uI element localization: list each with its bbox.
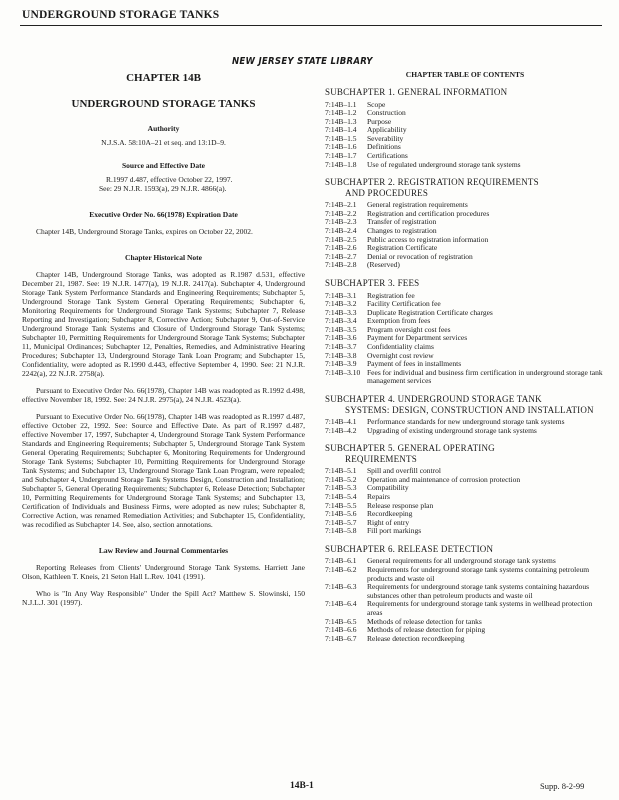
- toc-section-title: Severability: [367, 133, 404, 143]
- toc-entry: [325, 566, 605, 583]
- toc-section-number: 7:14B–2.4: [325, 226, 357, 236]
- toc-section-title: Recordkeeping: [367, 509, 413, 519]
- toc-section-number: 7:14B–1.6: [325, 142, 357, 152]
- subchapter-title-text: SUBCHAPTER 1. GENERAL INFORMATION: [325, 87, 508, 97]
- toc-section-number: 7:14B–2.5: [325, 234, 357, 244]
- header-rule: [20, 25, 602, 26]
- library-stamp: NEW JERSEY STATE LIBRARY: [232, 56, 373, 67]
- toc-entry: [325, 369, 605, 386]
- toc-section-title: General registration requirements: [367, 200, 468, 210]
- toc-section-title: Purpose: [367, 116, 392, 126]
- subchapter-title-text: SUBCHAPTER 4. UNDERGROUND STORAGE TANK: [325, 394, 542, 405]
- toc-section-title: Requirements for underground storage tank systems in wellhead protection areas: [367, 599, 593, 618]
- toc-section-number: 7:14B–6.4: [325, 599, 357, 609]
- exec-order-heading: Executive Order No. 66(1978) Expiration Date: [89, 210, 238, 219]
- toc-section-number: 7:14B–3.5: [325, 324, 357, 334]
- toc-section-number: 7:14B–2.8: [325, 260, 357, 270]
- toc-section-title: (Reserved): [367, 260, 400, 270]
- toc-entry: [325, 261, 605, 270]
- history-heading: Chapter Historical Note: [125, 253, 202, 262]
- toc-section-number: 7:14B–6.7: [325, 633, 357, 643]
- subchapter-title-continuation: SYSTEMS: DESIGN, CONSTRUCTION AND INSTALLATION: [345, 404, 594, 415]
- toc-section-number: 7:14B–3.1: [325, 290, 357, 300]
- history-paragraph-2: Pursuant to Executive Order No. 66(1978), Chapter 14B was readopted as R.1992 d.498, effective November 18, 1992. See: 24 N.J.R. 2975(a), 24 N.J.R. 4523(a).: [22, 386, 305, 404]
- toc-section-title: General requirements for all underground storage tank systems: [367, 556, 556, 566]
- toc-section-title: Exemption from fees: [367, 316, 431, 326]
- toc-section-number: 7:14B–5.4: [325, 492, 357, 501]
- toc-section-title: Overnight cost review: [367, 350, 434, 360]
- toc-section-number: 7:14B–5.6: [325, 509, 357, 519]
- toc-section-title: Performance standards for new underground storage tank systems: [367, 417, 565, 427]
- source-line-1: R.1997 d.487, effective October 22, 1997.: [106, 175, 233, 184]
- subchapter-title: [325, 394, 605, 415]
- toc-section-title: Fees for individual and business firm certification in underground storage tank management services: [367, 367, 603, 386]
- toc-section-number: 7:14B–3.10: [325, 367, 361, 377]
- toc-section-title: Applicability: [367, 125, 407, 135]
- toc-section-title: Methods of release detection for tanks: [367, 616, 482, 626]
- subchapter-title-continuation: REQUIREMENTS: [345, 453, 417, 464]
- table-of-contents: [325, 70, 605, 643]
- toc-section-title: Public access to registration information: [367, 234, 489, 244]
- toc-section-title: Transfer of registration: [367, 217, 437, 227]
- toc-entry: [325, 527, 605, 536]
- toc-section-title: Denial or revocation of registration: [367, 251, 473, 261]
- subchapter-title: [325, 278, 605, 289]
- toc-section-title: Certifications: [367, 151, 408, 161]
- toc-section-title: Payment for Department services: [367, 333, 468, 343]
- toc-section-number: 7:14B–6.1: [325, 556, 357, 566]
- toc-section-title: Registration and certification procedures: [367, 208, 490, 218]
- toc-section-number: 7:14B–1.1: [325, 99, 357, 109]
- toc-section-number: 7:14B–5.7: [325, 517, 357, 527]
- law-review-paragraph-2: Who is "In Any Way Responsible" Under the Spill Act? Matthew S. Slowinski, 150 N.J.L.J. 301 (1997).: [22, 589, 305, 607]
- toc-section-number: 7:14B–5.1: [325, 466, 357, 476]
- toc-section-list: [325, 557, 605, 643]
- subchapter-title-text: SUBCHAPTER 5. GENERAL OPERATING: [325, 443, 495, 454]
- authority-heading: Authority: [147, 124, 180, 133]
- toc-body: [325, 87, 605, 643]
- toc-section-number: 7:14B–1.5: [325, 133, 357, 143]
- toc-section-title: Construction: [367, 108, 406, 118]
- subchapter-title-text: SUBCHAPTER 6. RELEASE DETECTION: [325, 543, 494, 554]
- subchapter-title: [325, 443, 605, 464]
- toc-section-title: Upgrading of existing underground storage tank systems: [367, 425, 537, 435]
- toc-entry: [325, 600, 605, 617]
- toc-section-title: Facility Certification fee: [367, 299, 441, 309]
- toc-section-title: Registration Certificate: [367, 243, 438, 253]
- law-review-paragraph-1: Reporting Releases from Clients' Underground Storage Tank Systems. Harriett Jane Olson, Kathleen T. Kneis, 21 Seton Hall L.Rev. 1041 (1991).: [22, 563, 305, 581]
- toc-section-list: [325, 201, 605, 270]
- toc-section-number: 7:14B–5.8: [325, 526, 357, 536]
- toc-section-list: [325, 467, 605, 536]
- toc-section-title: Requirements for underground storage tank systems containing hazardous substances other than petroleum products and waste oil: [367, 582, 590, 600]
- toc-section-number: 7:14B–6.6: [325, 625, 357, 635]
- toc-section-number: 7:14B–1.3: [325, 116, 357, 126]
- toc-section-title: Payment of fees in installments: [367, 359, 462, 369]
- toc-entry: [325, 635, 605, 644]
- chapter-number: CHAPTER 14B: [126, 72, 201, 84]
- subchapter-title: [325, 177, 605, 198]
- toc-section-title: Scope: [367, 99, 386, 109]
- history-paragraph-1: Chapter 14B, Underground Storage Tanks, was adopted as R.1987 d.531, effective December 21, 1987. See: 19 N.J.R. 1477(a), 19 N.J.R. 2417(a). Subchapter 4, Underground Storage Tank System Performance Standards and Engineering Requirements; Subchapter 5, Underground Storage Tank System General Operating Requirements; Subchapter 6, Monitoring Requirements for Underground Storage Tank Systems; Subchapter 7, Release Reporting and Investigation; Subchapter 8, Corrective Action; Subchapter 9, Out-of-Service Underground Storage Tank Systems and Closure of Underground Storage Tank Systems; Subchapter 10, Permitting Requirements for Underground Storage Tank Systems; Subchapter 11, Municipal Ordinances; Subchapter 12, Penalties, Remedies, and Administrative Hearing Procedures; Subchapter 13, Underground Storage Tank Loan Program; and Subchapter 15, Confidentiality, were adopted as R.1990 d.443, effective September 4, 1990. See: 21 N.J.R. 2242(a), 22 N.J.R. 2758(a).: [22, 270, 305, 378]
- toc-section-number: 7:14B–1.8: [325, 159, 357, 169]
- toc-section-title: Release detection recordkeeping: [367, 633, 465, 643]
- toc-section-number: 7:14B–2.6: [325, 243, 357, 253]
- toc-section-number: 7:14B–6.3: [325, 582, 357, 592]
- toc-section-title: Compatibility: [367, 483, 409, 493]
- toc-section-title: Right of entry: [367, 517, 410, 527]
- source-line-2: See: 29 N.J.R. 1593(a), 29 N.J.R. 4866(a).: [99, 184, 227, 193]
- toc-section-number: 7:14B–2.3: [325, 217, 357, 227]
- subchapter-title-text: SUBCHAPTER 3. FEES: [325, 278, 420, 288]
- toc-entry: [325, 427, 605, 436]
- toc-section-title: Definitions: [367, 142, 401, 152]
- toc-section-title: Program oversight cost fees: [367, 324, 451, 334]
- toc-section-title: Requirements for underground storage tank systems containing petroleum products and waste oil: [367, 565, 590, 583]
- toc-entry: [325, 583, 605, 600]
- toc-section-number: 7:14B–3.2: [325, 299, 357, 309]
- authority-text: N.J.S.A. 58:10A–21 et seq. and 13:1D–9.: [101, 138, 226, 147]
- toc-section-title: Repairs: [367, 492, 390, 501]
- supplement-date: Supp. 8-2-99: [540, 781, 585, 791]
- toc-section-number: 7:14B–2.2: [325, 208, 357, 218]
- toc-section-number: 7:14B–2.7: [325, 251, 357, 261]
- toc-section-list: [325, 418, 605, 435]
- toc-title: CHAPTER TABLE OF CONTENTS: [405, 70, 525, 79]
- toc-section-number: 7:14B–1.7: [325, 151, 357, 161]
- running-head: UNDERGROUND STORAGE TANKS: [22, 9, 220, 21]
- left-column: [22, 60, 305, 607]
- toc-section-title: Release response plan: [367, 500, 434, 510]
- subchapter-title: [325, 544, 605, 555]
- toc-section-title: Duplicate Registration Certificate charges: [367, 307, 493, 317]
- toc-section-number: 7:14B–1.4: [325, 125, 357, 135]
- exec-order-text: Chapter 14B, Underground Storage Tanks, expires on October 22, 2002.: [36, 227, 253, 236]
- toc-section-number: 7:14B–5.2: [325, 474, 357, 484]
- toc-section-number: 7:14B–3.7: [325, 342, 357, 352]
- toc-section-title: Confidentiality claims: [367, 342, 434, 352]
- source-heading: Source and Effective Date: [122, 161, 205, 170]
- toc-section-number: 7:14B–2.1: [325, 200, 357, 210]
- subchapter-title-continuation: AND PROCEDURES: [345, 187, 429, 198]
- toc-section-number: 7:14B–5.3: [325, 483, 357, 493]
- toc-section-number: 7:14B–4.2: [325, 425, 357, 435]
- law-review-heading: Law Review and Journal Commentaries: [98, 546, 229, 555]
- subchapter-title: [325, 87, 605, 98]
- toc-section-number: 7:14B–3.6: [325, 333, 357, 343]
- toc-section-number: 7:14B–6.2: [325, 565, 357, 575]
- toc-section-number: 7:14B–3.8: [325, 350, 357, 360]
- toc-section-number: 7:14B–3.9: [325, 359, 357, 369]
- page-number: 14B-1: [290, 781, 314, 791]
- toc-section-number: 7:14B–1.2: [325, 108, 357, 118]
- toc-section-number: 7:14B–6.5: [325, 616, 357, 626]
- toc-section-number: 7:14B–3.4: [325, 316, 357, 326]
- toc-section-title: Spill and overfill control: [367, 466, 441, 476]
- toc-section-title: Operation and maintenance of corrosion protection: [367, 474, 521, 484]
- toc-section-title: Fill port markings: [367, 526, 422, 536]
- toc-section-number: 7:14B–3.3: [325, 307, 357, 317]
- toc-entry: [325, 161, 605, 170]
- toc-section-title: Use of regulated underground storage tank systems: [367, 159, 521, 169]
- chapter-title: UNDERGROUND STORAGE TANKS: [71, 98, 256, 110]
- subchapter-title-text: SUBCHAPTER 2. REGISTRATION REQUIREMENTS: [325, 177, 539, 188]
- toc-section-number: 7:14B–5.5: [325, 500, 357, 510]
- toc-section-title: Changes to registration: [367, 226, 437, 236]
- toc-section-title: Methods of release detection for piping: [367, 625, 486, 635]
- toc-section-title: Registration fee: [367, 290, 415, 300]
- toc-section-list: [325, 292, 605, 387]
- toc-section-list: [325, 101, 605, 170]
- toc-section-number: 7:14B–4.1: [325, 417, 357, 427]
- history-paragraph-3: Pursuant to Executive Order No. 66(1978), Chapter 14B was readopted as R.1997 d.487, effective October 22, 1992. See: Source and Effective Date. As part of R.1997 d.487, effective November 17, 1997, Subchapter 4, Underground Storage Tank System Performance Standards and Engineering Requirements; Subchapter 5, Underground Storage Tank System General Operating Requirements; Subchapter 6, Monitoring Requirements for Underground Storage Tank Systems; Subchapter 10, Permitting Requirements for Underground Storage Tank Systems; and Subchapter 13, Underground Storage Tank Loan Program, were repealed; and Subchapter 4, Underground Storage Tank Systems Design, Construction and Installation; Subchapter 5, General Operating Requirements; Subchapter 6, Release Detection; Subchapter 10, Permitting Requirements for Underground Storage Tank Systems; and Subchapter 13, Certification of Individuals and Business Firms, were adopted as new rules; Subchapter 8, Corrective Action, was renamed Remediation Activities; and Subchapter 15, Confidentiality, was recodified as Subchapter 14. See, also, section annotations.: [22, 412, 305, 529]
